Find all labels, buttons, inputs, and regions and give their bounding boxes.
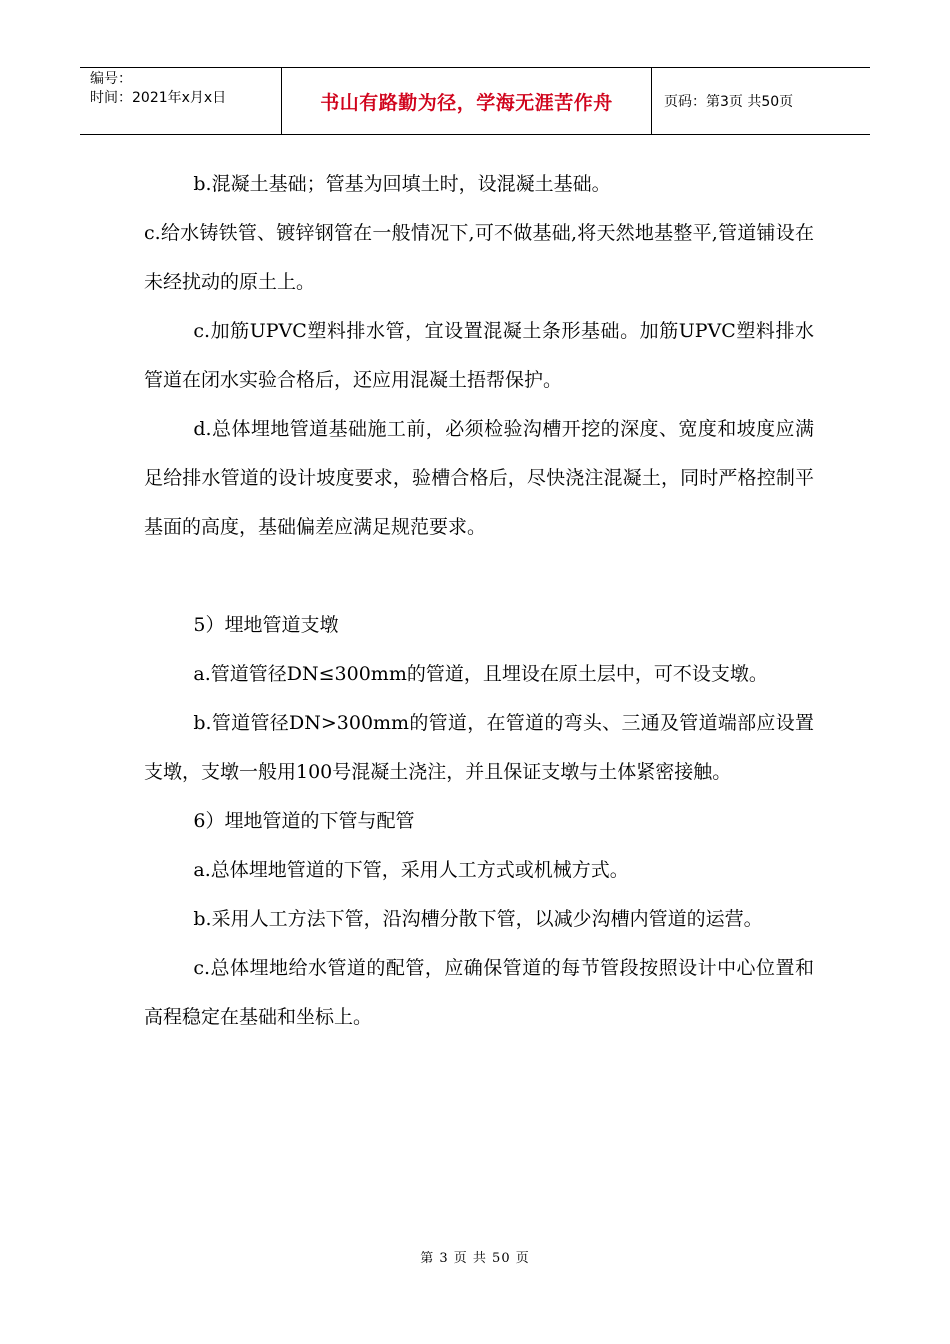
section-heading: 6）埋地管道的下管与配管: [193, 810, 415, 832]
page-header: [80, 67, 870, 135]
section-heading: 5）埋地管道支墩: [193, 614, 339, 636]
header-meta: [80, 68, 282, 134]
paragraph: c.总体埋地给水管道的配管，应确保管道的每节管段按照设计中心位置和高程稳定在基础和坐标上。: [144, 957, 814, 1028]
paragraph: b.管道管径DN>300mm的管道，在管道的弯头、三通及管道端部应设置支墩，支墩一般用100号混凝土浇注，并且保证支墩与土体紧密接触。: [144, 712, 814, 783]
document-number-label: 编号：: [90, 71, 132, 87]
document-body: [144, 160, 814, 1042]
page-footer: 第 3 页 共 50 页: [420, 1251, 530, 1266]
paragraph: b.采用人工方法下管，沿沟槽分散下管，以减少沟槽内管道的运营。: [193, 908, 763, 930]
paragraph: b.混凝土基础；管基为回填土时，设混凝土基础。: [193, 173, 611, 195]
header-page-info: 页码：第3页 共50页: [664, 94, 794, 110]
paragraph: a.总体埋地管道的下管，采用人工方式或机械方式。: [193, 859, 629, 881]
paragraph: c.加筋UPVC塑料排水管，宜设置混凝土条形基础。加筋UPVC塑料排水管道在闭水实验合格后，还应用混凝土捂帮保护。: [144, 320, 814, 391]
header-motto: 书山有路勤为径，学海无涯苦作舟: [282, 68, 652, 134]
document-time-label: 时间：2021年x月x日: [90, 90, 227, 106]
paragraph: c.给水铸铁管、镀锌钢管在一般情况下,可不做基础,将天然地基整平,管道铺设在未经扰动的原土上。: [144, 222, 814, 293]
paragraph: d.总体埋地管道基础施工前，必须检验沟槽开挖的深度、宽度和坡度应满足给排水管道的设计坡度要求，验槽合格后，尽快浇注混凝土，同时严格控制平基面的高度，基础偏差应满足规范要求。: [144, 418, 814, 538]
paragraph: a.管道管径DN≤300mm的管道，且埋设在原土层中，可不设支墩。: [193, 663, 768, 685]
